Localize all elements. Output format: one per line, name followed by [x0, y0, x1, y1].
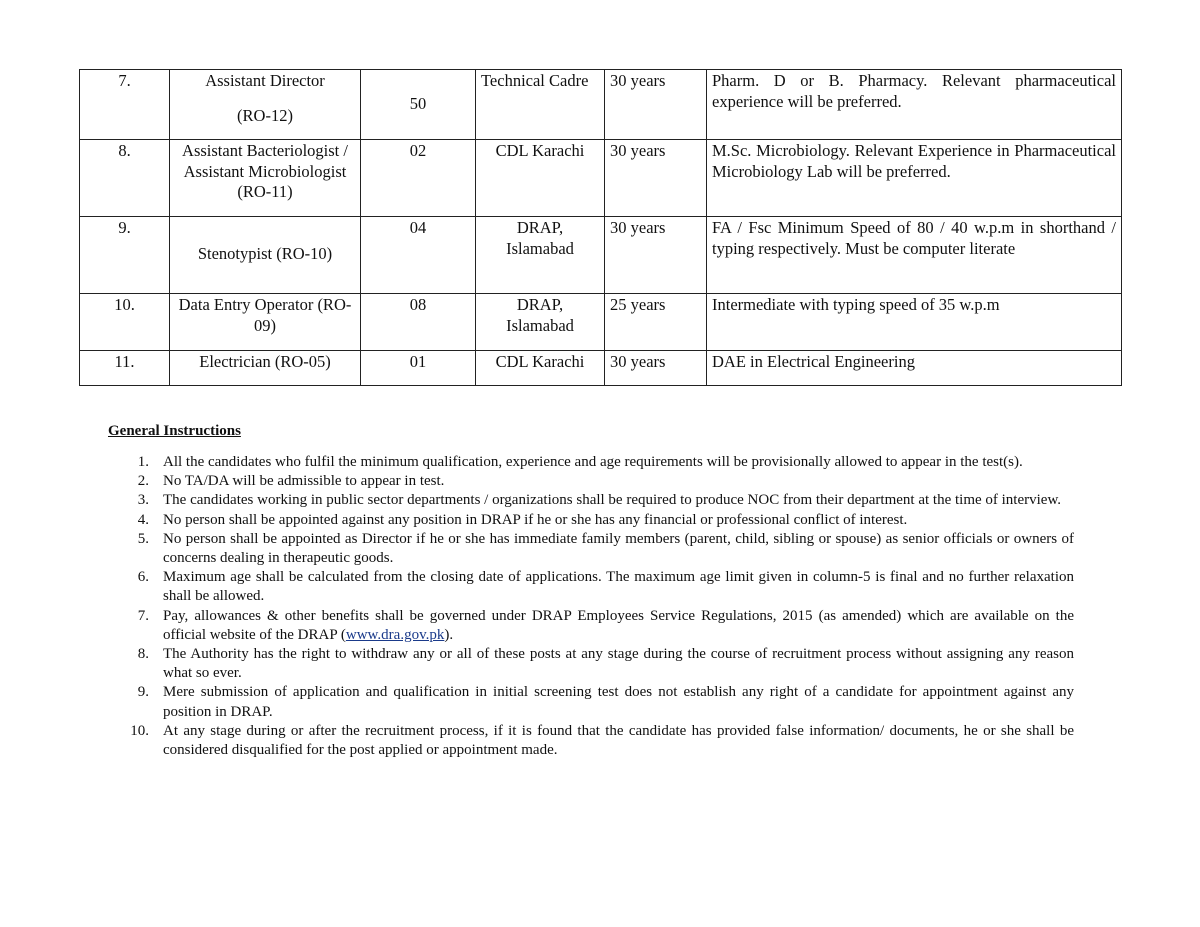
- post-age: 30 years: [605, 217, 707, 294]
- post-count: 04: [361, 217, 476, 294]
- instruction-number: 10.: [130, 722, 149, 739]
- instruction-text: The candidates working in public sector departments / organizations shall be required to produce NOC from their department at the time of interview.: [163, 492, 1062, 509]
- instruction-item: [108, 568, 1074, 606]
- instruction-item: [108, 722, 1074, 760]
- instruction-text: All the candidates who fulfil the minimum qualification, experience and age requirements will be provisionally allowed to appear in the test(s).: [163, 454, 1023, 470]
- instruction-number: 7.: [137, 607, 149, 624]
- posts-table: [79, 69, 1122, 386]
- instruction-item: [108, 453, 1074, 472]
- table-row: [80, 70, 1122, 140]
- instruction-item: [108, 491, 1074, 510]
- instruction-number: 4.: [137, 511, 149, 528]
- table-row: [80, 217, 1122, 294]
- instruction-number: 3.: [137, 492, 149, 509]
- post-qualification: M.Sc. Microbiology. Relevant Experience in Pharmaceutical Microbiology Lab will be preferred.: [707, 140, 1122, 217]
- instruction-text: At any stage during or after the recruitment process, if it is found that the candidate has provided false information/ documents, he or she shall be considered disqualified for the post applied or appointment made.: [163, 722, 1074, 759]
- instruction-item: [108, 472, 1074, 491]
- post-count: 01: [361, 351, 476, 386]
- instruction-number: 5.: [137, 530, 149, 547]
- instruction-text: No person shall be appointed as Director if he or she has immediate family members (parent, child, sibling or spouse) as senior officials or owners of concerns dealing in therapeutic goods.: [163, 530, 1074, 567]
- post-place: Technical Cadre: [476, 70, 605, 140]
- instruction-number: 2.: [137, 473, 149, 490]
- post-title: Assistant Director: [205, 71, 325, 90]
- instruction-number: 6.: [137, 569, 149, 586]
- instruction-text-before-link: Pay, allowances & other benefits shall be governed under DRAP Employees Service Regulations, 2015 (as amended) which are available on the official website of the DRAP (: [163, 607, 1074, 643]
- instruction-text: Maximum age shall be calculated from the closing date of applications. The maximum age limit given in column-5 is final and no further relaxation shall be allowed.: [163, 569, 1074, 605]
- row-number: 7.: [80, 70, 170, 140]
- post-place: CDL Karachi: [476, 351, 605, 386]
- post-place: DRAP, Islamabad: [476, 294, 605, 351]
- instruction-number: 1.: [137, 454, 149, 470]
- post-age: 30 years: [605, 70, 707, 140]
- table-row: [80, 140, 1122, 217]
- post-qualification: DAE in Electrical Engineering: [707, 351, 1122, 386]
- instruction-text: No person shall be appointed against any position in DRAP if he or she has any financial or professional conflict of interest.: [163, 511, 908, 528]
- instruction-text-after-link: ).: [444, 626, 454, 643]
- post-place: CDL Karachi: [476, 140, 605, 217]
- instruction-item: [108, 683, 1074, 721]
- post-age: 25 years: [605, 294, 707, 351]
- post-count: 08: [361, 294, 476, 351]
- instruction-text: Mere submission of application and qualification in initial screening test does not establish any right of a candidate for appointment against any position in DRAP.: [163, 684, 1074, 720]
- instruction-text: The Authority has the right to withdraw any or all of these posts at any stage during the course of recruitment process without assigning any reason what so ever.: [163, 646, 1074, 682]
- general-instructions-heading: General Instructions: [108, 423, 241, 439]
- post-qualification: Intermediate with typing speed of 35 w.p.m: [707, 294, 1122, 351]
- post-age: 30 years: [605, 351, 707, 386]
- instruction-item: [108, 645, 1074, 683]
- post-count: 50: [361, 70, 476, 140]
- post-qualification: FA / Fsc Minimum Speed of 80 / 40 w.p.m in shorthand / typing respectively. Must be computer literate: [707, 217, 1122, 294]
- post-name: Assistant Bacteriologist / Assistant Microbiologist (RO-11): [170, 140, 361, 217]
- instruction-number: 8.: [137, 646, 149, 663]
- row-number: 9.: [80, 217, 170, 294]
- instruction-text: No TA/DA will be admissible to appear in test.: [163, 473, 445, 490]
- table-row: [80, 294, 1122, 351]
- instruction-number: 9.: [137, 684, 149, 701]
- post-scale: (RO-12): [237, 105, 293, 125]
- post-name: Data Entry Operator (RO-09): [170, 294, 361, 351]
- instruction-item: [108, 607, 1074, 645]
- row-number: 11.: [80, 351, 170, 386]
- row-number: 8.: [80, 140, 170, 217]
- instruction-item: [108, 511, 1074, 530]
- general-instructions-list: [108, 453, 1074, 760]
- post-qualification: Pharm. D or B. Pharmacy. Relevant pharmaceutical experience will be preferred.: [707, 70, 1122, 140]
- post-name: [170, 70, 361, 140]
- drap-website-link[interactable]: www.dra.gov.pk: [345, 626, 445, 643]
- post-place: DRAP, Islamabad: [476, 217, 605, 294]
- instruction-item: [108, 530, 1074, 568]
- post-name: Electrician (RO-05): [170, 351, 361, 386]
- post-age: 30 years: [605, 140, 707, 217]
- post-name: Stenotypist (RO-10): [170, 217, 361, 294]
- row-number: 10.: [80, 294, 170, 351]
- post-count: 02: [361, 140, 476, 217]
- table-row: [80, 351, 1122, 386]
